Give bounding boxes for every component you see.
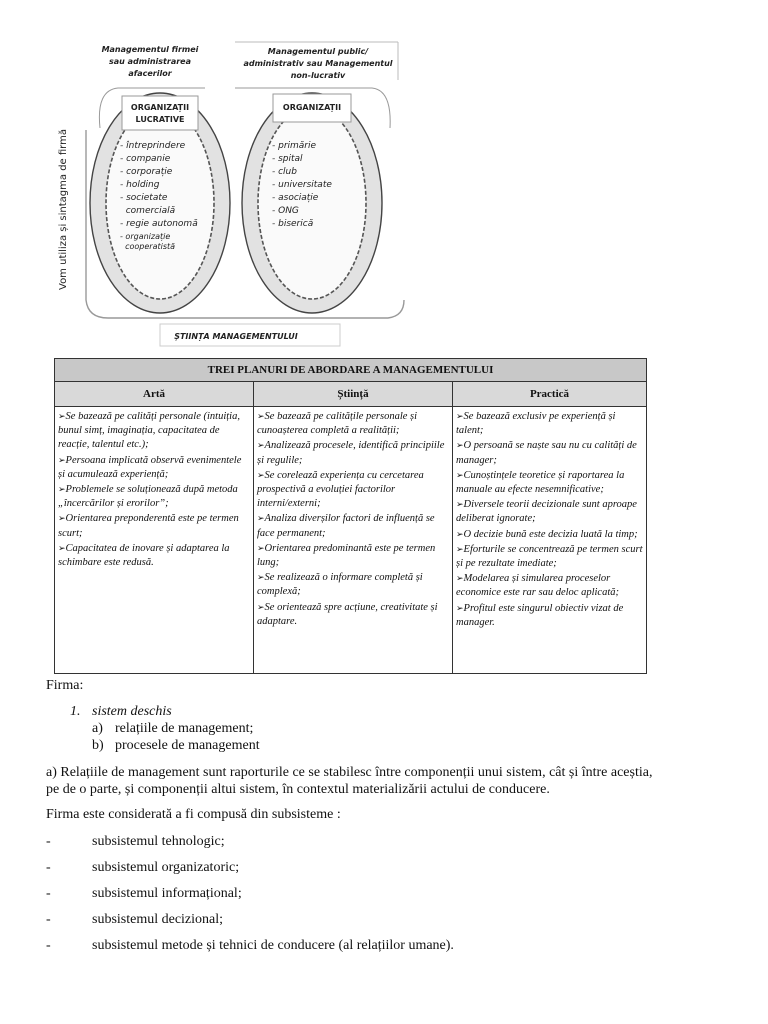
arrow-bullet-icon: ➢ — [456, 411, 464, 421]
practica-point — [456, 409, 643, 438]
dash: - — [46, 860, 51, 875]
arrow-bullet-icon: ➢ — [257, 513, 265, 524]
practica-point-text: Cunoștințele teoretice și raportarea la manuale au efecte nesemnificative; — [456, 469, 625, 496]
firma-label: Firma: — [46, 678, 84, 693]
sub-a-label: a) — [92, 721, 103, 736]
stiinta-point-text: Analiza diverșilor factori de influență se face permanent; — [257, 513, 435, 539]
sub-b-label: b) — [92, 738, 104, 753]
left-box-line-1: ORGANIZAȚII — [130, 103, 190, 112]
arrow-bullet-icon: ➢ — [257, 469, 265, 480]
right-top-line-3: non-lucrativ — [290, 71, 346, 80]
left-item: - organizație — [120, 232, 171, 241]
arrow-bullet-icon: ➢ — [58, 454, 66, 465]
practica-point-text: Se bazează exclusiv pe experiență și talent; — [456, 411, 616, 437]
practica-point — [456, 571, 643, 600]
left-item: - holding — [120, 180, 160, 190]
stiinta-point — [257, 570, 449, 599]
left-item: - întreprindere — [120, 141, 186, 151]
right-top-line-2: administrativ sau Managementul — [243, 59, 393, 68]
header-practica: Practică — [453, 382, 647, 407]
stiinta-point-text: Se corelează experiența cu cercetarea prospectivă a evoluției factorilor interni/externi; — [257, 469, 424, 510]
dash: - — [46, 834, 51, 849]
arrow-bullet-icon: ➢ — [456, 469, 464, 480]
left-item: - societate — [120, 193, 168, 203]
left-top-line-3: afacerilor — [128, 69, 172, 78]
practica-point-text: Profitul este singurul obiectiv vizat de manager. — [456, 602, 624, 628]
sub-b-text: procesele de management — [115, 738, 260, 753]
practica-point — [456, 542, 643, 571]
bottom-label: ȘTIINȚA MANAGEMENTULUI — [174, 332, 298, 341]
left-top-line-2: sau administrarea — [109, 57, 191, 66]
arrow-bullet-icon: ➢ — [58, 411, 66, 421]
arta-point — [58, 511, 250, 540]
item-number: 1. — [70, 704, 81, 719]
arrow-bullet-icon: ➢ — [257, 411, 265, 421]
stiinta-point — [257, 600, 449, 629]
sub-a-text: relațiile de management; — [115, 721, 254, 736]
stiinta-point — [257, 468, 449, 512]
arta-point — [58, 482, 250, 511]
arrow-bullet-icon: ➢ — [58, 484, 66, 495]
left-top-line-1: Managementul firmei — [101, 45, 199, 54]
paragraph-line-2: pe de o parte, și componenții altui sistem, în contextul materializării actului de conducere. — [46, 782, 550, 797]
dash: - — [46, 938, 51, 953]
stiinta-point-text: Se bazează pe calitățile personale și cunoașterea completă a realității; — [257, 411, 418, 437]
right-item: - primărie — [272, 141, 317, 151]
left-box-line-2: LUCRATIVE — [135, 115, 185, 124]
arta-point-text: Problemele se soluționează după metoda „încercărilor și erorilor”; — [58, 484, 238, 510]
stiinta-point-text: Orientarea predominantă este pe termen lung; — [257, 542, 436, 569]
arta-point-text: Capacitatea de inovare și adaptarea la schimbare este redusă. — [58, 542, 230, 569]
practica-point — [456, 527, 643, 542]
practica-point — [456, 497, 643, 526]
left-item: - regie autonomă — [120, 219, 198, 229]
practica-point-text: Eforturile se concentrează pe termen scurt și pe rezultate imediate; — [456, 543, 643, 570]
dash: - — [46, 912, 51, 927]
practica-point-text: Modelarea și simularea proceselor economice este rar sau deloc aplicată; — [456, 573, 619, 599]
arrow-bullet-icon: ➢ — [456, 528, 464, 539]
item-title: sistem deschis — [92, 704, 172, 719]
stiinta-point — [257, 438, 449, 467]
stiinta-point-text: Se orientează spre acțiune, creativitate și adaptare. — [257, 601, 438, 627]
header-arta: Artă — [55, 382, 254, 407]
right-item: - spital — [272, 154, 303, 164]
arrow-bullet-icon: ➢ — [456, 499, 464, 510]
stiinta-point — [257, 409, 449, 438]
practica-point — [456, 601, 643, 630]
left-item: comercială — [120, 206, 176, 216]
subsystem-item: subsistemul informațional; — [92, 886, 242, 901]
right-item: - asociație — [272, 193, 319, 203]
right-item: - club — [272, 167, 297, 177]
arrow-bullet-icon: ➢ — [257, 572, 265, 583]
approach-table — [54, 358, 647, 674]
stiinta-cell — [254, 407, 453, 674]
left-item: - corporație — [120, 167, 173, 177]
subsystem-item: subsistemul metode și tehnici de conducere (al relațiilor umane). — [92, 938, 454, 953]
arrow-bullet-icon: ➢ — [257, 542, 265, 553]
arta-point-text: Orientarea preponderentă este pe termen scurt; — [58, 513, 239, 539]
arrow-bullet-icon: ➢ — [58, 542, 66, 553]
header-stiinta: Știință — [254, 382, 453, 407]
subsystem-item: subsistemul organizatoric; — [92, 860, 240, 875]
right-item: - universitate — [272, 180, 332, 190]
subsystems-intro: Firma este considerată a fi compusă din subsisteme : — [46, 807, 341, 822]
arta-point-text: Persoana implicată observă evenimentele și acumulează experiență; — [58, 454, 242, 480]
practica-point-text: Diversele teorii decizionale sunt aproape deliberat ignorate; — [456, 499, 637, 525]
arrow-bullet-icon: ➢ — [456, 440, 464, 451]
arrow-bullet-icon: ➢ — [58, 513, 66, 524]
practica-point-text: O decizie bună este decizia luată la timp; — [463, 528, 638, 540]
right-box-label: ORGANIZAȚII — [282, 103, 342, 112]
left-item: - companie — [120, 154, 171, 164]
stiinta-point — [257, 541, 449, 570]
stiinta-point-text: Se realizează o informare completă și complexă; — [257, 572, 423, 598]
subsystem-item: subsistemul decizional; — [92, 912, 224, 927]
stiinta-point — [257, 511, 449, 540]
arrow-bullet-icon: ➢ — [456, 543, 464, 554]
arta-cell — [55, 407, 254, 674]
management-diagram — [0, 0, 420, 350]
practica-point — [456, 468, 643, 497]
left-item: cooperatistă — [120, 242, 176, 251]
arrow-bullet-icon: ➢ — [257, 440, 265, 451]
arta-point — [58, 409, 250, 453]
arta-point — [58, 453, 250, 482]
arrow-bullet-icon: ➢ — [456, 573, 464, 584]
stiinta-point-text: Analizează procesele, identifică principiile și regulile; — [257, 440, 445, 466]
practica-point — [456, 438, 643, 467]
side-label: Vom utiliza și sintagma de firmă — [58, 129, 69, 290]
right-item: - ONG — [272, 206, 299, 216]
right-item: - biserică — [272, 219, 314, 229]
paragraph-line-1: a) Relațiile de management sunt raporturile ce se stabilesc între componenții unui sistem, cât și între aceștia, — [46, 765, 653, 780]
table-title: TREI PLANURI DE ABORDARE A MANAGEMENTULUI — [55, 359, 647, 382]
arrow-bullet-icon: ➢ — [456, 602, 464, 613]
subsystem-item: subsistemul tehnologic; — [92, 834, 225, 849]
practica-cell — [453, 407, 647, 674]
right-top-line-1: Managementul public/ — [267, 47, 369, 56]
dash: - — [46, 886, 51, 901]
arta-point-text: Se bazează pe calități personale (intuiția, bunul simț, imaginația, capacitatea de reacție, talentul etc.); — [58, 411, 240, 451]
arrow-bullet-icon: ➢ — [257, 601, 265, 612]
practica-point-text: O persoană se naște sau nu cu calități de manager; — [456, 440, 637, 466]
arta-point — [58, 541, 250, 570]
